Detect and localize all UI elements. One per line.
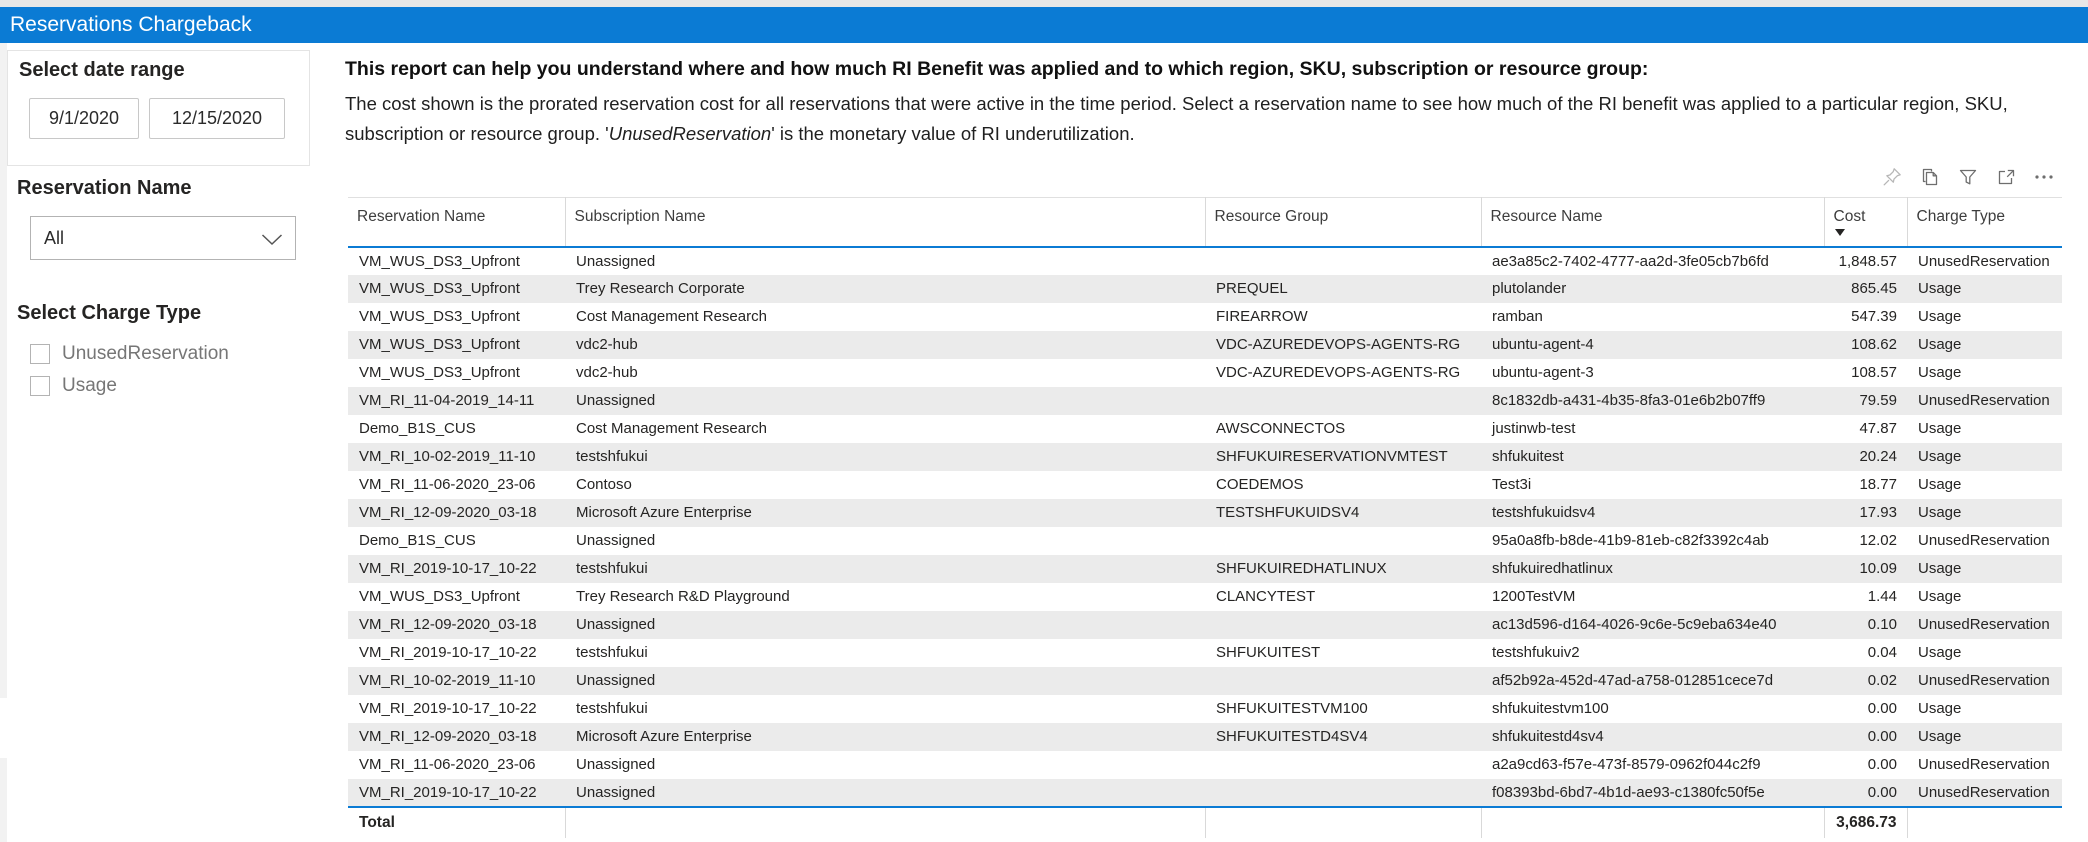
cell-cost: 108.57	[1851, 364, 1897, 381]
cell-cost: 0.02	[1867, 672, 1897, 689]
cell-reservation-name: VM_WUS_DS3_Upfront	[359, 364, 520, 381]
table-row[interactable]	[348, 639, 2062, 667]
column-header-charge-type[interactable]: Charge Type	[1907, 198, 2062, 247]
cell-resource-group	[1205, 751, 1481, 779]
cell-subscription-name: Unassigned	[576, 783, 656, 801]
cell-resource-group	[1205, 779, 1481, 807]
cell-charge-type: Usage	[1918, 588, 1962, 605]
cell-reservation-name: VM_WUS_DS3_Upfront	[359, 308, 520, 325]
cell-subscription-name: testshfukui	[576, 700, 648, 717]
column-header-resource-group[interactable]: Resource Group	[1205, 198, 1481, 247]
description-body-part1: The cost shown is the prorated reservation cost for all reservations that were active in the time period. Select a reservation name to see how much of the RI benefit was applied to a particular region, SKU, subscription or resource group. '	[345, 93, 2008, 144]
column-header-reservation-name[interactable]: Reservation Name	[348, 198, 565, 247]
table-row[interactable]	[348, 387, 2062, 415]
cell-charge-type: Usage	[1918, 700, 1962, 717]
table-row[interactable]	[348, 359, 2062, 387]
reservation-name-dropdown[interactable]	[30, 216, 296, 260]
total-cost-value: 3,686.73	[1824, 807, 1907, 838]
cell-charge-type: UnusedReservation	[1918, 616, 2050, 633]
cell-charge-type: Usage	[1918, 336, 1962, 353]
page-title: Reservations Chargeback	[10, 13, 252, 36]
table-row[interactable]	[348, 751, 2062, 779]
total-subscription-cell	[565, 807, 1205, 838]
cell-charge-type: UnusedReservation	[1918, 392, 2050, 409]
cell-subscription-name: Unassigned	[576, 756, 656, 773]
cell-resource-name: Test3i	[1492, 476, 1532, 493]
cell-resource-group: FIREARROW	[1216, 308, 1308, 325]
cell-charge-type: UnusedReservation	[1918, 532, 2050, 549]
cell-charge-type: Usage	[1918, 476, 1962, 493]
report-title-bar	[0, 7, 2088, 43]
cell-reservation-name: VM_RI_2019-10-17_10-22	[359, 644, 537, 661]
cell-resource-name: a2a9cd63-f57e-473f-8579-0962f044c2f9	[1492, 756, 1761, 773]
total-row	[348, 807, 2062, 838]
chevron-down-icon	[261, 233, 283, 251]
sort-descending-icon	[1835, 229, 1845, 236]
cell-subscription-name: testshfukui	[576, 560, 648, 577]
cell-cost: 0.00	[1867, 756, 1897, 773]
table-row[interactable]	[348, 555, 2062, 583]
cell-subscription-name: Trey Research Corporate	[576, 280, 745, 297]
table-body	[348, 247, 2062, 807]
table-row[interactable]	[348, 583, 2062, 611]
copy-icon[interactable]	[1919, 166, 1941, 188]
cell-resource-name: ubuntu-agent-4	[1492, 336, 1594, 353]
cell-subscription-name: Trey Research R&D Playground	[576, 588, 790, 605]
cell-cost: 10.09	[1859, 560, 1897, 577]
cell-cost: 0.00	[1867, 728, 1897, 745]
cell-reservation-name: VM_WUS_DS3_Upfront	[359, 336, 520, 353]
cell-reservation-name: VM_WUS_DS3_Upfront	[359, 280, 520, 297]
cell-reservation-name: VM_RI_2019-10-17_10-22	[359, 560, 537, 577]
cell-resource-group: COEDEMOS	[1216, 476, 1304, 493]
cell-resource-group	[1205, 527, 1481, 555]
cell-reservation-name: VM_RI_12-09-2020_03-18	[359, 728, 537, 745]
cell-reservation-name: VM_RI_11-06-2020_23-06	[359, 756, 536, 773]
pin-icon[interactable]	[1881, 166, 1903, 188]
cell-resource-group: VDC-AZUREDEVOPS-AGENTS-RG	[1216, 336, 1461, 353]
cell-resource-name: 8c1832db-a431-4b35-8fa3-01e6b2b07ff9	[1492, 392, 1766, 409]
cell-cost: 12.02	[1859, 532, 1897, 549]
column-header-subscription-name[interactable]: Subscription Name	[565, 198, 1205, 247]
cell-resource-name: testshfukuidsv4	[1492, 504, 1596, 521]
cell-cost: 1.44	[1867, 588, 1897, 605]
left-edge-notch	[0, 698, 7, 758]
cell-reservation-name: VM_RI_10-02-2019_11-10	[359, 672, 536, 689]
focus-mode-icon[interactable]	[1995, 166, 2017, 188]
cell-cost: 865.45	[1851, 280, 1897, 297]
cell-resource-name: justinwb-test	[1492, 420, 1576, 437]
checkbox-icon[interactable]	[30, 376, 50, 396]
top-gray-strip	[0, 0, 2088, 7]
cell-resource-name: shfukuitestd4sv4	[1492, 728, 1604, 745]
cell-resource-name: ac13d596-d164-4026-9c6e-5c9eba634e40	[1492, 616, 1777, 633]
cell-resource-name: f08393bd-6bd7-4b1d-ae93-c1380fc50f5e	[1492, 783, 1765, 801]
cell-cost: 1,848.57	[1838, 252, 1897, 270]
charge-type-option-usage[interactable]	[30, 375, 117, 397]
cell-subscription-name: testshfukui	[576, 644, 648, 661]
cell-cost: 0.00	[1867, 783, 1897, 801]
cell-reservation-name: VM_RI_2019-10-17_10-22	[359, 783, 537, 801]
cell-subscription-name: Cost Management Research	[576, 420, 767, 437]
cell-charge-type: Usage	[1918, 504, 1962, 521]
cell-subscription-name: Unassigned	[576, 672, 656, 689]
cell-subscription-name: Unassigned	[576, 392, 656, 409]
cell-resource-group: SHFUKUITESTVM100	[1216, 700, 1368, 717]
cell-cost: 0.00	[1867, 700, 1897, 717]
table-footer	[348, 807, 2062, 838]
table-row[interactable]	[348, 779, 2062, 807]
table-row[interactable]	[348, 471, 2062, 499]
cell-subscription-name: Unassigned	[576, 616, 656, 633]
cell-charge-type: UnusedReservation	[1918, 672, 2050, 689]
cell-reservation-name: VM_WUS_DS3_Upfront	[359, 588, 520, 605]
date-range-slicer	[7, 50, 310, 166]
table-row[interactable]	[348, 527, 2062, 555]
cell-cost: 20.24	[1859, 448, 1897, 465]
cell-subscription-name: Unassigned	[576, 252, 656, 270]
cell-resource-name: 95a0a8fb-b8de-41b9-81eb-c82f3392c4ab	[1492, 532, 1769, 549]
cell-resource-group: SHFUKUITEST	[1216, 644, 1321, 661]
date-range-label: Select date range	[19, 59, 185, 81]
cell-charge-type: Usage	[1918, 308, 1962, 325]
charge-type-option-unusedreservation[interactable]	[30, 343, 229, 365]
cell-subscription-name: testshfukui	[576, 448, 648, 465]
date-start-input[interactable]	[29, 98, 139, 139]
description-body	[345, 89, 2062, 149]
cell-charge-type: Usage	[1918, 644, 1962, 661]
reservation-name-label: Reservation Name	[17, 177, 192, 199]
dropdown-selected-value: All	[44, 228, 65, 248]
cell-charge-type: Usage	[1918, 560, 1962, 577]
cell-subscription-name: Microsoft Azure Enterprise	[576, 504, 752, 521]
filter-icon[interactable]	[1957, 166, 1979, 188]
cell-resource-name: shfukuitestvm100	[1492, 700, 1609, 717]
table-row[interactable]	[348, 499, 2062, 527]
cell-charge-type: UnusedReservation	[1918, 756, 2050, 773]
column-header-cost[interactable]: Cost	[1824, 198, 1907, 247]
cell-subscription-name: Microsoft Azure Enterprise	[576, 728, 752, 745]
total-resource-name-cell	[1481, 807, 1824, 838]
cell-cost: 0.10	[1867, 616, 1897, 633]
visual-toolbar	[1881, 166, 2055, 188]
cell-charge-type: Usage	[1918, 728, 1962, 745]
cell-cost: 17.93	[1859, 504, 1897, 521]
cell-resource-group	[1205, 667, 1481, 695]
cell-reservation-name: VM_RI_11-06-2020_23-06	[359, 476, 536, 493]
cell-charge-type: Usage	[1918, 420, 1962, 437]
table-row[interactable]	[348, 303, 2062, 331]
cell-cost: 0.04	[1867, 644, 1897, 661]
description-body-italic: UnusedReservation	[608, 123, 772, 144]
cell-reservation-name: VM_RI_10-02-2019_11-10	[359, 448, 536, 465]
cell-reservation-name: VM_RI_12-09-2020_03-18	[359, 504, 537, 521]
total-charge-type-cell	[1907, 807, 2062, 838]
cell-reservation-name: Demo_B1S_CUS	[359, 420, 476, 437]
checkbox-label: Usage	[62, 375, 117, 396]
cell-subscription-name: vdc2-hub	[576, 336, 638, 353]
checkbox-label: UnusedReservation	[62, 343, 229, 364]
cell-reservation-name: VM_WUS_DS3_Upfront	[359, 252, 520, 270]
cell-charge-type: Usage	[1918, 448, 1962, 465]
cell-resource-name: af52b92a-452d-47ad-a758-012851cece7d	[1492, 672, 1774, 689]
checkbox-icon[interactable]	[30, 344, 50, 364]
table-row[interactable]	[348, 275, 2062, 303]
cell-resource-name: ramban	[1492, 308, 1543, 325]
table-row[interactable]	[348, 443, 2062, 471]
cell-charge-type: UnusedReservation	[1918, 783, 2050, 801]
cell-resource-name: shfukuiredhatlinux	[1492, 560, 1613, 577]
cell-resource-group: SHFUKUIRESERVATIONVMTEST	[1216, 448, 1448, 465]
cell-resource-name: ae3a85c2-7402-4777-aa2d-3fe05cb7b6fd	[1492, 252, 1769, 270]
cell-resource-group: CLANCYTEST	[1216, 588, 1316, 605]
cell-resource-name: 1200TestVM	[1492, 588, 1576, 605]
cell-charge-type: Usage	[1918, 280, 1962, 297]
cell-cost: 47.87	[1859, 420, 1897, 437]
cell-resource-group: SHFUKUITESTD4SV4	[1216, 728, 1368, 745]
cell-reservation-name: VM_RI_11-04-2019_14-11	[359, 392, 535, 409]
cell-resource-group: TESTSHFUKUIDSV4	[1216, 504, 1360, 521]
cell-cost: 108.62	[1851, 336, 1897, 353]
cell-subscription-name: Unassigned	[576, 532, 656, 549]
cell-subscription-name: vdc2-hub	[576, 364, 638, 381]
description-heading: This report can help you understand where and how much RI Benefit was applied and to which region, SKU, subscription or resource group:	[345, 58, 1649, 80]
table-row[interactable]	[348, 611, 2062, 639]
more-options-icon[interactable]	[2033, 166, 2055, 188]
description-body-part2: ' is the monetary value of RI underutilization.	[771, 123, 1135, 144]
table-row[interactable]	[348, 247, 2062, 275]
cell-resource-group: VDC-AZUREDEVOPS-AGENTS-RG	[1216, 364, 1461, 381]
column-header-resource-name[interactable]: Resource Name	[1481, 198, 1824, 247]
cell-resource-group: AWSCONNECTOS	[1216, 420, 1346, 437]
table-row[interactable]	[348, 723, 2062, 751]
cell-resource-group	[1205, 611, 1481, 639]
cell-reservation-name: VM_RI_12-09-2020_03-18	[359, 616, 537, 633]
cell-charge-type: UnusedReservation	[1918, 252, 2050, 270]
cell-resource-group	[1205, 247, 1481, 275]
cell-resource-name: ubuntu-agent-3	[1492, 364, 1594, 381]
cell-reservation-name: VM_RI_2019-10-17_10-22	[359, 700, 537, 717]
cell-reservation-name: Demo_B1S_CUS	[359, 532, 476, 549]
cell-resource-group: PREQUEL	[1216, 280, 1288, 297]
charge-type-label: Select Charge Type	[17, 302, 202, 324]
cell-resource-name: shfukuitest	[1492, 448, 1564, 465]
cell-charge-type: Usage	[1918, 364, 1962, 381]
table-header	[348, 198, 2062, 247]
cell-cost: 79.59	[1859, 392, 1897, 409]
table-row[interactable]	[348, 415, 2062, 443]
cell-resource-group: SHFUKUIREDHATLINUX	[1216, 560, 1387, 577]
cell-resource-group	[1205, 387, 1481, 415]
cell-subscription-name: Contoso	[576, 476, 632, 493]
chargeback-table	[348, 197, 2062, 838]
total-resource-group-cell	[1205, 807, 1481, 838]
cell-resource-name: plutolander	[1492, 280, 1567, 297]
total-label: Total	[348, 807, 565, 838]
date-end-input[interactable]	[149, 98, 285, 139]
cell-subscription-name: Cost Management Research	[576, 308, 767, 325]
cell-cost: 18.77	[1859, 476, 1897, 493]
table-row[interactable]	[348, 331, 2062, 359]
table-row[interactable]	[348, 695, 2062, 723]
report-description	[345, 58, 2062, 149]
table-row[interactable]	[348, 667, 2062, 695]
cell-cost: 547.39	[1851, 308, 1897, 325]
cell-resource-name: testshfukuiv2	[1492, 644, 1580, 661]
